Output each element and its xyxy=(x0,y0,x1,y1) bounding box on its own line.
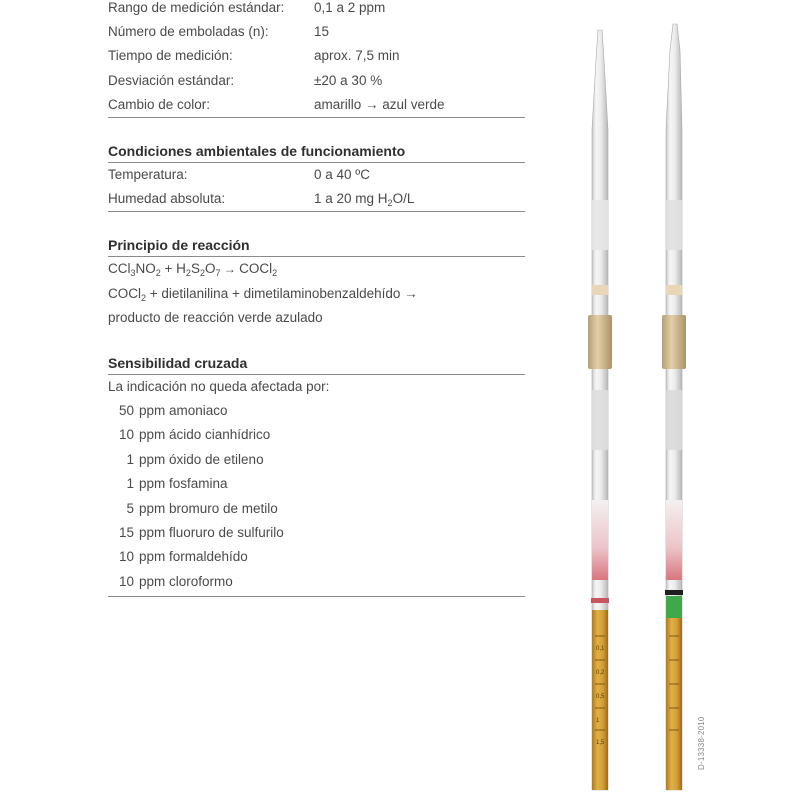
detector-tubes-illustration xyxy=(540,0,740,800)
spec-label: Desviación estándar: xyxy=(108,72,235,88)
list-item: 50 ppm amoniaco xyxy=(118,403,228,419)
specification-panel xyxy=(108,0,525,597)
section-title-cross-sensitivity: Sensibilidad cruzada xyxy=(108,354,248,371)
ambient-row xyxy=(108,187,525,211)
spec-value: 15 xyxy=(314,24,330,40)
spec-row xyxy=(108,0,525,20)
list-item: 10 ppm cloroformo xyxy=(118,573,233,589)
spec-table xyxy=(108,0,525,117)
spec-row xyxy=(108,20,525,44)
cross-list xyxy=(108,399,525,594)
spec-value: 0,1 a 2 ppm xyxy=(314,0,386,15)
spec-row xyxy=(108,44,525,68)
spec-value: aprox. 7,5 min xyxy=(314,48,400,64)
scale-label: 0,2 xyxy=(596,670,605,676)
ambient-row xyxy=(108,163,525,187)
list-item: 15 ppm fluoruro de sulfurilo xyxy=(118,525,284,541)
ambient-value: 1 a 20 mg $H_2O/L$ xyxy=(314,191,415,209)
spec-label: Cambio de color: xyxy=(108,96,211,112)
ambient-label: Temperatura: xyxy=(108,166,188,182)
spec-label: Rango de medición estándar: xyxy=(108,0,285,15)
spec-value: amarillo → azul verde xyxy=(314,96,445,112)
section-title-ambient: Condiciones ambientales de funcionamiento xyxy=(108,142,406,159)
reaction-equation-1: $CCl_3NO_2 + H_2S_2O_7$ → COCl$_2$ xyxy=(108,261,278,279)
scale-label: 0,1 xyxy=(596,646,605,652)
image-code: D-13338-2010 xyxy=(697,716,706,770)
divider xyxy=(108,211,525,212)
scale-label: 1,5 xyxy=(596,740,605,746)
list-item: 10 ppm formaldehído xyxy=(118,549,248,565)
scale-label: 0,5 xyxy=(596,694,605,700)
section-title-reaction: Principio de reacción xyxy=(108,237,250,254)
reaction-equation-2: COCl$_2$ + dietilanilina + dimetilaminobenzaldehído → xyxy=(108,285,418,303)
reaction-equation-3: producto de reacción verde azulado xyxy=(108,309,323,325)
list-item: 1 ppm fosfamina xyxy=(126,476,228,492)
divider xyxy=(108,117,525,118)
divider xyxy=(108,596,525,597)
detector-tube-unused xyxy=(588,30,612,790)
spec-value: ±20 a 30 % xyxy=(314,72,383,88)
list-item: 1 ppm óxido de etileno xyxy=(126,451,264,467)
spec-row xyxy=(108,93,525,117)
list-item: 10 ppm ácido cianhídrico xyxy=(118,427,271,443)
ambient-value: 0 a 40 ºC xyxy=(314,166,370,182)
list-item: 5 ppm bromuro de metilo xyxy=(126,500,278,516)
spec-row xyxy=(108,69,525,93)
ambient-label: Humedad absoluta: xyxy=(108,191,226,207)
spec-label: Tiempo de medición: xyxy=(108,48,233,64)
detector-tube-used xyxy=(662,24,686,790)
scale-label: 1 xyxy=(596,718,600,724)
spec-label: Número de emboladas (n): xyxy=(108,24,269,40)
cross-intro: La indicación no queda afectada por: xyxy=(108,378,330,394)
